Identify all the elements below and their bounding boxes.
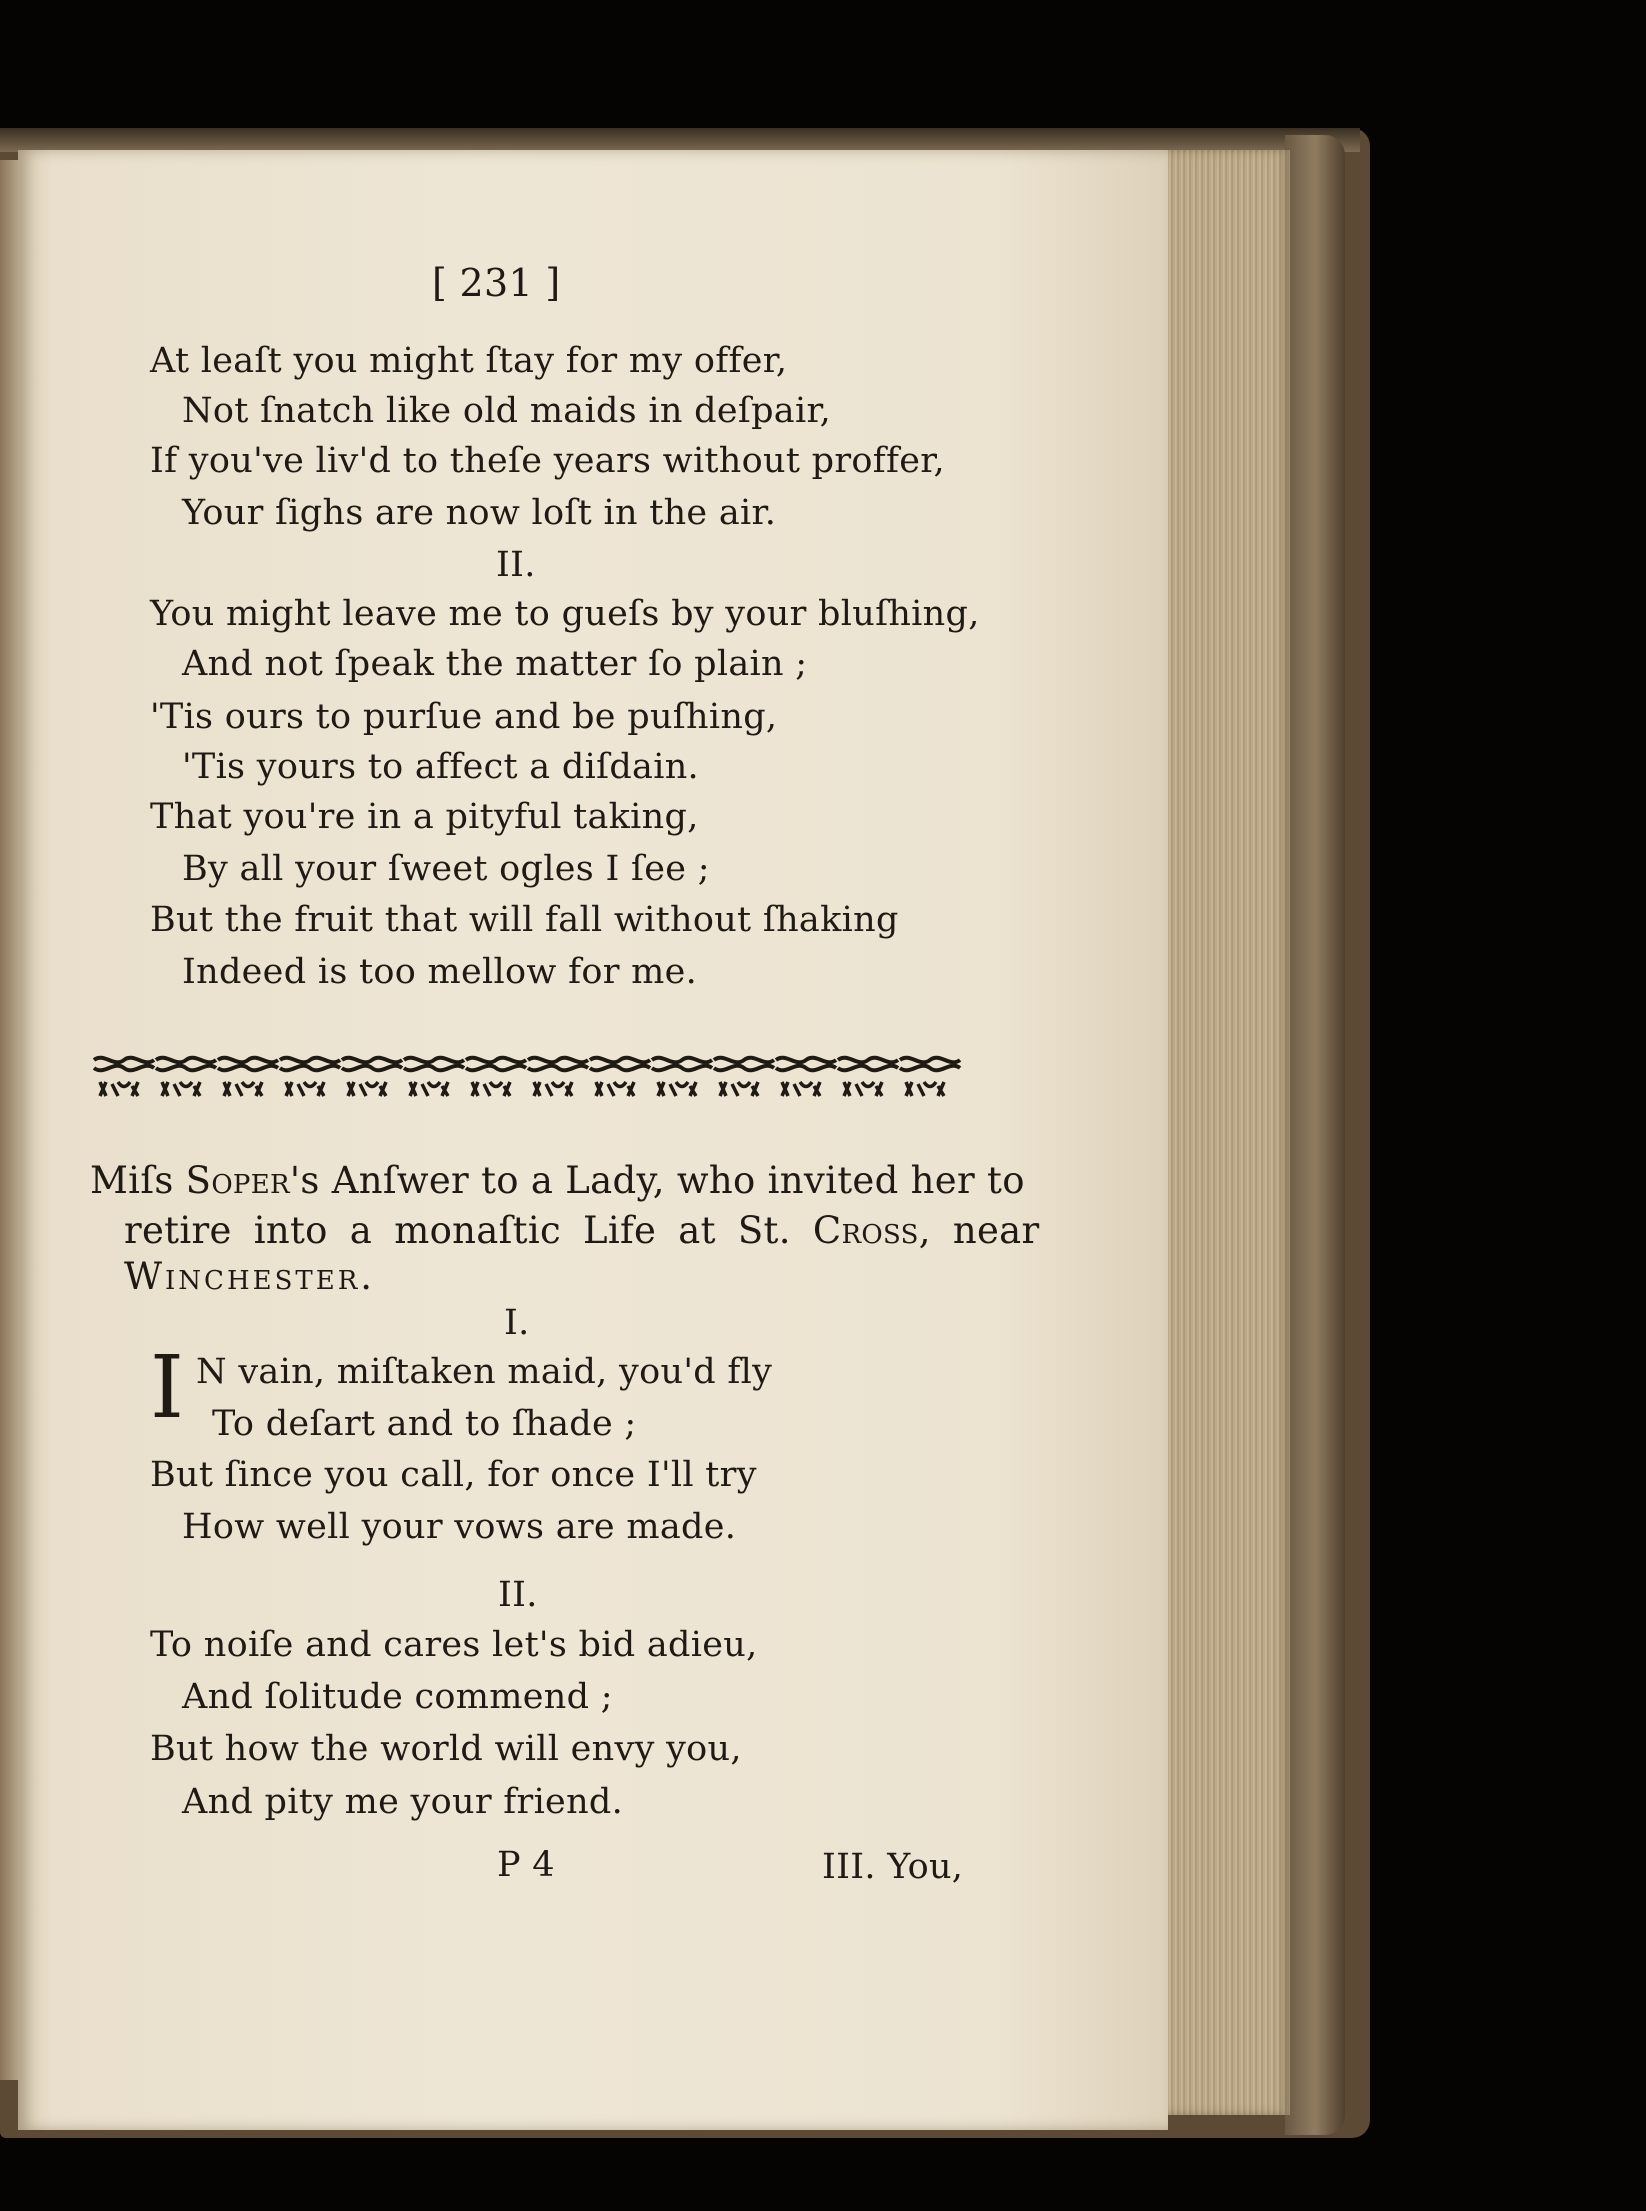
- title-line1-rest: 's Anſwer to a Lady, who invited her to: [289, 1159, 1025, 1202]
- poem-title-line-2: [124, 1209, 1040, 1252]
- poem-title-line-3: Winchester.: [124, 1255, 376, 1298]
- page-number: [ 231 ]: [432, 261, 561, 305]
- stanza-numeral-ii: II.: [496, 545, 536, 585]
- poem1-stanza2-line-8: Indeed is too mellow for me.: [182, 952, 698, 992]
- poem2-stanza2-line-2: And ſolitude commend ;: [182, 1677, 613, 1717]
- poem2-stanza2-line-3: But how the world will envy you,: [150, 1729, 742, 1769]
- poem1-stanza2-line-7: But the fruit that will fall without ſhaking: [150, 900, 899, 940]
- poem2-stanza2-line-1: To noiſe and cares let's bid adieu,: [150, 1625, 758, 1665]
- poem1-line-4: Your ſighs are now loſt in the air.: [182, 493, 777, 533]
- poem1-line-1: At leaſt you might ſtay for my offer,: [150, 341, 788, 381]
- title-name: Soper: [185, 1159, 290, 1202]
- ornamental-divider: [92, 1052, 972, 1100]
- poem1-stanza2-line-1: You might leave me to gueſs by your bluſhing,: [150, 594, 980, 634]
- poem-title-line-1: [90, 1159, 1025, 1202]
- previous-page-edge: [0, 160, 20, 2080]
- poem1-stanza2-line-5: That you're in a pityful taking,: [150, 797, 699, 837]
- stanza-numeral-i: I.: [504, 1303, 530, 1343]
- poem2-line-1: N vain, miſtaken maid, you'd fly: [196, 1352, 773, 1392]
- poem2-line-3: But ſince you call, for once I'll try: [150, 1455, 757, 1495]
- poem1-line-2: Not ſnatch like old maids in deſpair,: [182, 391, 832, 431]
- title-place: Cross: [812, 1209, 919, 1252]
- poem1-line-3: If you've liv'd to theſe years without proffer,: [150, 441, 945, 481]
- poem1-stanza2-line-2: And not ſpeak the matter ſo plain ;: [182, 644, 808, 684]
- cover-edge: [1285, 135, 1345, 2135]
- poem2-line-4: How well your vows are made.: [182, 1507, 737, 1547]
- drop-cap: I: [150, 1338, 184, 1438]
- poem1-stanza2-line-4: 'Tis yours to affect a diſdain.: [182, 747, 699, 787]
- title-prefix: Miſs: [90, 1159, 186, 1202]
- signature-mark: P 4: [497, 1845, 555, 1885]
- poem2-line-2: To deſart and to ſhade ;: [212, 1404, 637, 1444]
- title-line2-text: retire into a monaſtic Life at St.: [124, 1209, 791, 1252]
- binding-top: [0, 128, 1360, 152]
- poem1-stanza2-line-3: 'Tis ours to purſue and be puſhing,: [150, 697, 778, 737]
- catchword: III. You,: [822, 1847, 964, 1887]
- stanza-numeral-ii-b: II.: [498, 1575, 538, 1615]
- poem1-stanza2-line-6: By all your ſweet ogles I ſee ;: [182, 849, 710, 889]
- title-line2-rest: , near: [918, 1209, 1040, 1252]
- poem2-stanza2-line-4: And pity me your friend.: [182, 1782, 624, 1822]
